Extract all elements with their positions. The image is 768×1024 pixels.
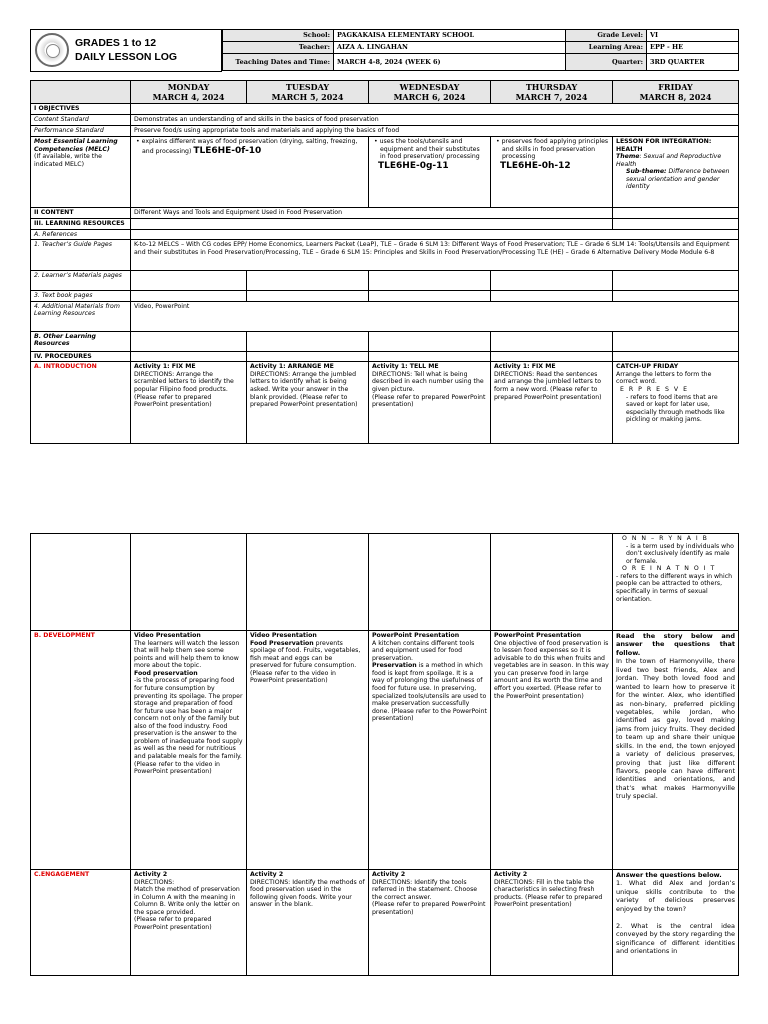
day-name: TUESDAY bbox=[285, 82, 330, 92]
day-date: MARCH 6, 2024 bbox=[393, 92, 466, 102]
school-value: PAGKAKAISA ELEMENTARY SCHOOL bbox=[334, 30, 566, 42]
day-friday bbox=[613, 81, 739, 104]
content-label: II CONTENT bbox=[31, 208, 131, 219]
tb-thu bbox=[491, 291, 613, 302]
melc-thu-text: • preserves food applying principles and skills in food preservation processing bbox=[496, 138, 609, 161]
cont-mon bbox=[131, 534, 247, 631]
lm-tue bbox=[247, 271, 369, 291]
dev-term: Food preservation bbox=[134, 669, 198, 677]
eng-text: DIRECTIONS: Fill in the table the characteristics in selecting fresh products. (Please refer to prepared PowerPoint presentation) bbox=[494, 878, 603, 909]
eng-tue bbox=[247, 870, 369, 976]
area-label: Learning Area: bbox=[566, 42, 647, 54]
subtheme-label: Sub-theme: bbox=[626, 168, 667, 176]
references-blank bbox=[131, 229, 739, 240]
cont-fri bbox=[613, 534, 739, 631]
intro-fri bbox=[613, 362, 739, 444]
tb-label: 3. Text book pages bbox=[31, 291, 131, 302]
eng-text: DIRECTIONS: Identify the tools referred in the statement. Choose the correct answer. (Please refer to prepared PowerPoint presentation) bbox=[372, 878, 486, 916]
dev-fri bbox=[613, 631, 739, 870]
corner-cell bbox=[31, 81, 131, 104]
dev-title: Video Presentation bbox=[134, 632, 201, 639]
other-tue bbox=[247, 331, 369, 351]
proc-mon bbox=[131, 351, 247, 362]
day-name: THURSDAY bbox=[525, 82, 578, 92]
intro-mon bbox=[131, 362, 247, 444]
dev-title: Read the story below and answer the questions that follow. bbox=[616, 632, 735, 657]
story-text: In the town of Harmonyville, there lived two best friends, Alex and Jordan. They both loved food and wanted to learn how to preserve it for the winter. Alex, who identified as non-binary, preferred pickling vegetables, while Jordan, who identified as gay, loved making jams from juicy fruits. They decided to team up and share their unique skills. In the end, the town enjoyed a variety of delicious preserves, proving that just like different flavors, people can have different identities and orientations, and that’s what makes Harmonyville truly special. bbox=[616, 657, 735, 801]
introduction-label: A. INTRODUCTION bbox=[31, 362, 131, 444]
objectives-blank bbox=[131, 104, 739, 115]
melc-thu bbox=[491, 137, 613, 208]
school-label: School: bbox=[223, 30, 334, 42]
question-1: 1. What did Alex and Jordan’s unique skills contribute to the variety of delicious preserves enjoyed by the town? bbox=[616, 879, 735, 913]
proc-fri bbox=[613, 351, 739, 362]
day-date: MARCH 7, 2024 bbox=[515, 92, 588, 102]
eng-title: Activity 2 bbox=[134, 871, 168, 878]
performance-standard-value: Preserve food/s using appropriate tools and materials and applying the basics of food bbox=[131, 126, 739, 137]
other-fri bbox=[613, 331, 739, 351]
melc-thu-value: preserves food applying principles and skills in food preservation processing bbox=[501, 138, 609, 161]
content-value: Different Ways and Tools and Equipment Used in Food Preservation bbox=[131, 208, 613, 219]
intro-text: DIRECTIONS: Arrange the scrambled letters to identify the popular Filipino food products. (Please refer to prepared PowerPoint presentation) bbox=[134, 370, 234, 409]
intro-text: DIRECTIONS: Read the sentences and arrange the jumbled letters to form a new word. (Please refer to prepared PowerPoint presentation) bbox=[494, 370, 602, 401]
melc-label-cell bbox=[31, 137, 131, 208]
melc-label: Most Essential Learning Competencies (MELC) bbox=[34, 138, 118, 153]
eng-title: Activity 2 bbox=[494, 871, 528, 878]
dev-text: prevents spoilage of food. Fruits, vegetables, fish meat and eggs can be preserved for future consumption. (Please refer to the video in PowerPoint presentation) bbox=[250, 639, 361, 685]
eng-title: Activity 2 bbox=[372, 871, 406, 878]
theme-label: Theme bbox=[616, 153, 640, 161]
melc-mon-tue bbox=[131, 137, 369, 208]
theme-value: : Sexual and Reproductive Health bbox=[616, 153, 722, 168]
dev-mon bbox=[131, 631, 247, 870]
dev-text2: -is the process of preparing food for future consumption by preventing its spoilage. The proper storage and preparation of food for future use has been a major concern not only of the family but also of the food industry. Food preservation is the answer to the problem of inadequate food supply as well as the need for nutritious and palatable meals for the family. (Please refer to the video in PowerPoint presentation) bbox=[134, 677, 243, 776]
tg-label: 1. Teacher’s Guide Pages bbox=[31, 240, 131, 271]
dev-term: Preservation bbox=[372, 662, 417, 670]
eng-text: DIRECTIONS: Identify the methods of food preservation used in the following given foods. Write your answer in the blank. bbox=[250, 878, 365, 909]
resources-blank bbox=[131, 219, 613, 230]
eng-mon bbox=[131, 870, 247, 976]
dates-label: Teaching Dates and Time: bbox=[223, 54, 334, 71]
intro-title: Activity 1: ARRANGE ME bbox=[250, 363, 334, 371]
melc-wed-code: TLE6HE-0g-11 bbox=[378, 160, 449, 171]
tb-wed bbox=[369, 291, 491, 302]
dev-text: A kitchen contains different tools and equipment used for food preservation. bbox=[372, 639, 475, 662]
melc-wed bbox=[369, 137, 491, 208]
intro-title: CATCH-UP FRIDAY bbox=[616, 363, 679, 371]
day-monday bbox=[131, 81, 247, 104]
teacher-label: Teacher: bbox=[223, 42, 334, 54]
scrambled-word: O R E I N A T N O I T bbox=[622, 565, 716, 573]
meta-table bbox=[222, 29, 739, 71]
day-name: MONDAY bbox=[167, 82, 210, 92]
lesson-log-table bbox=[30, 80, 739, 444]
day-date: MARCH 5, 2024 bbox=[271, 92, 344, 102]
other-wed bbox=[369, 331, 491, 351]
intro-title: Activity 1: FIX ME bbox=[134, 363, 196, 371]
content-standard-value: Demonstrates an understanding of and skills in the basics of food preservation bbox=[131, 115, 739, 126]
engagement-label: C.ENGAGEMENT bbox=[31, 870, 131, 976]
other-thu bbox=[491, 331, 613, 351]
integration-label: LESSON FOR INTEGRATION: HEALTH bbox=[616, 138, 712, 153]
other-resources-label: B. Other Learning Resources bbox=[31, 331, 131, 351]
melc-note: (If available, write the indicated MELC) bbox=[34, 153, 102, 168]
references-label: A. References bbox=[31, 229, 131, 240]
dates-value: MARCH 4-8, 2024 (WEEK 6) bbox=[334, 54, 566, 71]
eng-fri bbox=[613, 870, 739, 976]
melc-fri bbox=[613, 137, 739, 208]
eng-text: DIRECTIONS: Match the method of preservation in Column A with the meaning in Column B. Write only the letter on the space provided. (Please refer to prepared PowerPoint presentation) bbox=[134, 878, 240, 931]
intro-thu bbox=[491, 362, 613, 444]
area-value: EPP - HE bbox=[647, 42, 739, 54]
cont-thu bbox=[491, 534, 613, 631]
day-date: MARCH 8, 2024 bbox=[639, 92, 712, 102]
header-title-grades: GRADES 1 to 12 bbox=[75, 37, 157, 49]
procedures-label: IV. PROCEDURES bbox=[31, 351, 131, 362]
melc-mon: explains different ways of food preservation (drying, salting, freezing, and processing) bbox=[141, 138, 358, 155]
dev-title: Video Presentation bbox=[250, 632, 317, 639]
proc-tue bbox=[247, 351, 369, 362]
melc-wed-text: • uses the tools/utensils and equipment and their substitutes in food preservation/ processing bbox=[374, 138, 480, 161]
day-name: FRIDAY bbox=[658, 82, 693, 92]
development-label: B. DEVELOPMENT bbox=[31, 631, 131, 870]
other-mon bbox=[131, 331, 247, 351]
tb-tue bbox=[247, 291, 369, 302]
eng-thu bbox=[491, 870, 613, 976]
resources-label: III. LEARNING RESOURCES bbox=[31, 219, 131, 230]
scrambled-word: O N N – R Y N A I B bbox=[622, 535, 709, 542]
lesson-log-table-page2 bbox=[30, 533, 739, 976]
day-wednesday bbox=[369, 81, 491, 104]
am-label: 4. Additional Materials from Learning Resources bbox=[31, 301, 131, 331]
eng-title: Activity 2 bbox=[250, 871, 284, 878]
resources-fri bbox=[613, 219, 739, 230]
lm-label: 2. Learner’s Materials pages bbox=[31, 271, 131, 291]
performance-standard-label: Performance Standard bbox=[31, 126, 131, 137]
melc-mon-code: TLE6HE-0f-10 bbox=[193, 145, 262, 156]
lm-wed bbox=[369, 271, 491, 291]
melc-wed-value: uses the tools/utensils and equipment and their substitutes in food preservation/ processing bbox=[379, 138, 480, 161]
am-value: Video, PowerPoint bbox=[131, 301, 739, 331]
grade-value: VI bbox=[647, 30, 739, 42]
proc-wed bbox=[369, 351, 491, 362]
word-definition: - is a term used by individuals who don’t exclusively identify as male or female. bbox=[626, 542, 734, 565]
day-name: WEDNESDAY bbox=[399, 82, 460, 92]
cont-wed bbox=[369, 534, 491, 631]
dev-text: The learners will watch the lesson that will help them see some points and will help them to know more about the topic. bbox=[134, 639, 240, 670]
intro-text: DIRECTIONS: Tell what is being described in each number using the given picture. (Please refer to prepared PowerPoint presentation) bbox=[372, 370, 486, 409]
dev-thu bbox=[491, 631, 613, 870]
cont-label bbox=[31, 534, 131, 631]
intro-title: Activity 1: FIX ME bbox=[494, 363, 556, 371]
tb-fri bbox=[613, 291, 739, 302]
intro-text: Arrange the letters to form the correct word. bbox=[616, 370, 712, 386]
dev-title: PowerPoint Presentation bbox=[372, 632, 460, 639]
header-title-dll: DAILY LESSON LOG bbox=[75, 51, 178, 63]
dev-text2: is a method in which food is kept from spoilage. It is a way of prolonging the usefulness of food for future use. In preserving, specialized tools/utensils are used to make preservation successfully done. (Please refer to the PowerPoint presentation) bbox=[372, 662, 487, 723]
word-definition: - refers to the different ways in which people can be attracted to others, specifically in terms of sexual orientation. bbox=[616, 572, 733, 603]
dev-text: One objective of food preservation is to lessen food expenses so it is advisable to do this when fruits and vegetables are in season. In this way you can preserve food in large amount and its worth the time and effort you exerted. (Please refer to the PowerPoint presentation) bbox=[494, 639, 609, 700]
intro-text: DIRECTIONS: Arrange the jumbled letters to identify what is being asked. Write your answer in the blank provided. (Please refer to prepared PowerPoint presentation) bbox=[250, 370, 358, 409]
lm-thu bbox=[491, 271, 613, 291]
dll-header-box bbox=[30, 29, 222, 72]
dev-tue bbox=[247, 631, 369, 870]
dev-title: PowerPoint Presentation bbox=[494, 632, 582, 639]
dev-term: Food Preservation bbox=[250, 639, 314, 647]
day-date: MARCH 4, 2024 bbox=[152, 92, 225, 102]
intro-title: Activity 1: TELL ME bbox=[372, 363, 439, 371]
day-thursday bbox=[491, 81, 613, 104]
day-tuesday bbox=[247, 81, 369, 104]
melc-mon-text: • explains different ways of food preservation (drying, salting, freezing, and processing) TLE6HE-0f-10 bbox=[136, 138, 358, 156]
question-2: 2. What is the central idea conveyed by the story regarding the significance of different identities and orientations in bbox=[616, 921, 735, 955]
teacher-value: AIZA A. LINGAHAN bbox=[334, 42, 566, 54]
subtheme-value: Difference between sexual orientation and gender identity bbox=[626, 168, 730, 191]
scrambled-word: E R P R E S V E bbox=[620, 385, 689, 393]
quarter-value: 3RD QUARTER bbox=[647, 54, 739, 71]
intro-wed bbox=[369, 362, 491, 444]
melc-thu-code: TLE6HE-0h-12 bbox=[500, 160, 571, 171]
content-standard-label: Content Standard bbox=[31, 115, 131, 126]
word-definition: - refers to food items that are saved or kept for later use, especially through methods like pickling or making jams. bbox=[626, 393, 725, 424]
lm-mon bbox=[131, 271, 247, 291]
lm-fri bbox=[613, 271, 739, 291]
eng-title: Answer the questions below. bbox=[616, 871, 722, 879]
objectives-label: I OBJECTIVES bbox=[31, 104, 131, 115]
quarter-label: Quarter: bbox=[566, 54, 647, 71]
dev-wed bbox=[369, 631, 491, 870]
tg-value: K-to-12 MELCS – With CG codes EPP/ Home Economics, Learners Packet (LeaP), TLE – Grade 6 SLM 13: Different Ways of Food Preservation; TLE – Grade 6 SLM 14: Tools/Utensils and Equipment and their substitutes in Food Preservation/Processing, TLE – Grade 6 SLM 15: Principles and Skills in Food Preservation/Processing TLE (HE) – Grade 6 Alternative Delivery Mode Module 6-8 bbox=[131, 240, 739, 271]
proc-thu bbox=[491, 351, 613, 362]
eng-wed bbox=[369, 870, 491, 976]
deped-seal-icon bbox=[35, 33, 69, 67]
intro-tue bbox=[247, 362, 369, 444]
tb-mon bbox=[131, 291, 247, 302]
cont-tue bbox=[247, 534, 369, 631]
content-fri bbox=[613, 208, 739, 219]
grade-label: Grade Level: bbox=[566, 30, 647, 42]
